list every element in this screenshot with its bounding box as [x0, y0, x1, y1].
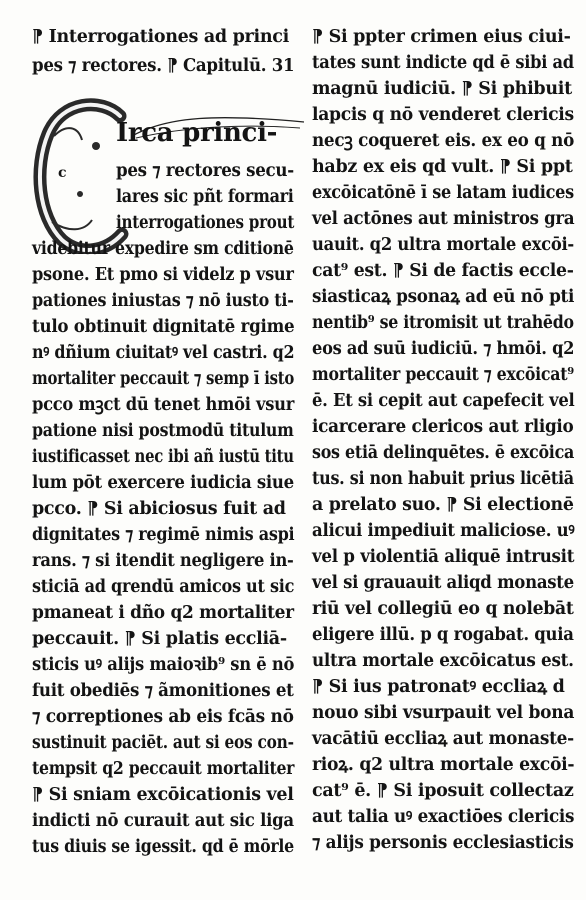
text-line: siasticaꝝ psonaꝝ ad eū nō pti: [312, 287, 575, 307]
text-line: ⁊ alijs personis ecclesiasticis: [312, 833, 574, 853]
text-line: lares sic pñt formari: [116, 187, 294, 207]
text-line: nentib⁹ se itromisit ut trahēdo: [312, 313, 574, 333]
text-line: habz ex eis qd vult. ⁋ Si ppt: [312, 157, 573, 177]
text-line: tus diuis se igessit. qd ē mōrle: [32, 837, 294, 857]
text-line: ⁊ correptiones ab eis fcās nō: [32, 707, 294, 727]
text-line: pcco mꝫct dū tenet hmōi vsur: [32, 395, 295, 415]
text-line: vel p violentiā aliquē intrusit: [312, 547, 575, 567]
text-line: vel actōnes aut ministros gra: [312, 209, 575, 229]
text-line: sustinuit paciēt. aut si eos con-: [32, 733, 294, 753]
text-line: a prelato suo. ⁋ Si electionē: [312, 495, 574, 515]
text-line: riū vel collegiū eo q nolebāt: [312, 599, 574, 619]
text-line: lapcis q nō venderet clericis: [312, 105, 574, 125]
text-line: ⁋ Si ppter crimen eius ciui-: [312, 27, 571, 47]
text-line: pcco. ⁋ Si abiciosus fuit ad: [32, 499, 286, 519]
text-line: necꝫ coqueret eis. ex eo q nō: [312, 131, 574, 151]
text-line: iustificasset nec ibi añ iustū titu: [32, 447, 294, 467]
text-line: tus. si non habuit prius licētiā: [312, 469, 574, 489]
text-line: magnū iudiciū. ⁋ Si phibuit: [312, 79, 572, 99]
text-line-opening: Irca princi-: [116, 118, 278, 148]
text-line: interrogationes prout: [116, 213, 295, 233]
chapter-heading: pes ⁊ rectores. ⁋ Capitulū. 31: [32, 56, 295, 76]
text-line: psone. Et pmo si videlz p vsur: [32, 265, 294, 285]
text-line: aut talia uꝰ exactiōes clericis: [312, 807, 575, 827]
text-line: rans. ⁊ si itendit negligere in-: [32, 551, 294, 571]
text-line: nꝰ dñium ciuitatꝰ vel castri. q2: [32, 343, 295, 363]
text-line: nouo sibi vsurpauit vel bona: [312, 703, 575, 723]
text-line: tempsit q2 peccauit mortaliter: [32, 759, 295, 779]
text-line: ⁋ Si ius patronatꝰ eccliaꝝ d: [312, 677, 565, 697]
text-line: ⁋ Interrogationes ad princi: [32, 27, 289, 47]
text-line: eos ad suū iudiciū. ⁊ hmōi. q2: [312, 339, 575, 359]
text-line: alicui impediuit maliciose. uꝰ: [312, 521, 575, 541]
text-line: ⁋ Si sniam excōicationis vel: [32, 785, 294, 805]
text-line: pmaneat i dño q2 mortaliter: [32, 603, 294, 623]
text-line: mortaliter peccauit ⁊ semp ī isto: [32, 369, 295, 389]
text-line: pes ⁊ rectores secu-: [116, 161, 294, 181]
text-line: sos etiā delinquētes. ē excōica: [312, 443, 575, 463]
text-line: dignitates ⁊ regimē nimis aspi: [32, 525, 295, 545]
text-line: vacātiū eccliaꝝ aut monaste-: [312, 729, 574, 749]
text-line: eligere illū. p q rogabat. quia: [312, 625, 574, 645]
text-line: mortaliter peccauit ⁊ excōicat⁹: [312, 365, 574, 385]
guide-letter: c: [58, 165, 67, 181]
text-line: peccauit. ⁋ Si platis eccliā-: [32, 629, 287, 649]
text-line: excōicatōnē ī se latam iudices: [312, 183, 574, 203]
text-line: vel si grauauit aliqd monaste: [312, 573, 574, 593]
text-line: cat⁹ ē. ⁋ Si iposuit collectaz: [312, 781, 574, 801]
text-line: ē. Et si cepit aut capefecit vel: [312, 391, 575, 411]
text-line: rioꝝ. q2 ultra mortale excōi-: [312, 755, 575, 775]
text-line: indicti nō curauit aut sic liga: [32, 811, 294, 831]
text-line: icarcerare clericos aut rligio: [312, 417, 574, 437]
text-line: sticiā ad qrendū amicos ut sic: [32, 577, 295, 597]
text-line: tates sunt indicte qd ē sibi ad: [312, 53, 574, 73]
text-line: fuit obediēs ⁊ ãmonitiones et: [32, 681, 294, 701]
text-line: ultra mortale excōicatus est.: [312, 651, 574, 671]
text-line: sticis uꝰ alijs maioꝛib⁹ sn ē nō: [32, 655, 295, 675]
text-line: pationes iniustas ⁊ nō iusto ti-: [32, 291, 294, 311]
text-line: lum pōt exercere iudicia siue: [32, 473, 294, 493]
text-line: patione nisi postmodū titulum: [32, 421, 294, 441]
text-line: cat⁹ est. ⁋ Si de factis eccle-: [312, 261, 574, 281]
text-line: uauit. q2 ultra mortale excōi-: [312, 235, 574, 255]
text-line: videbitur expedire sm cditionē: [32, 239, 294, 259]
text-line: tulo obtinuit dignitatē rgime: [32, 317, 295, 337]
